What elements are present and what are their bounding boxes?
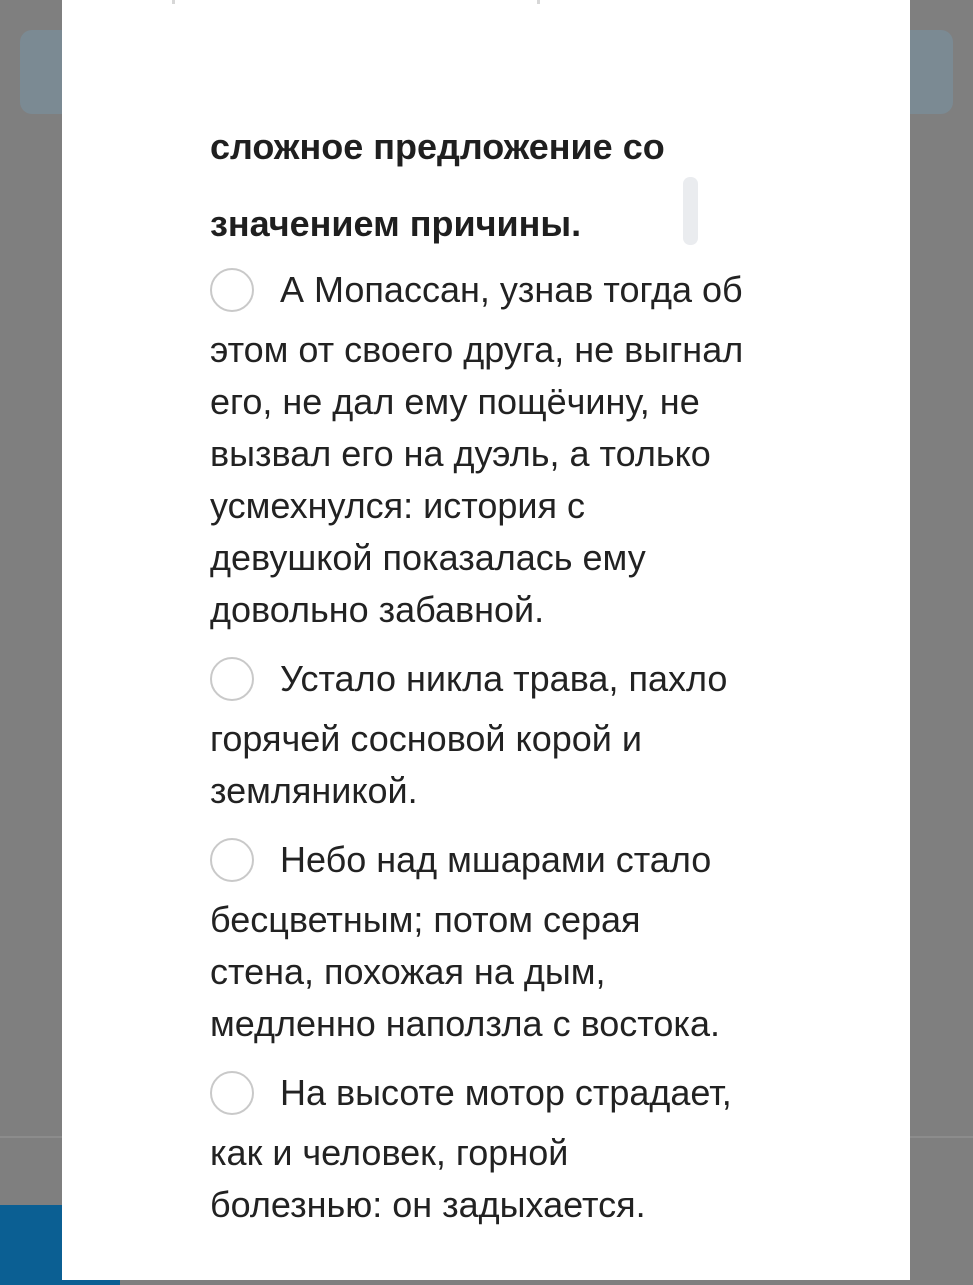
radio-button[interactable] bbox=[210, 657, 254, 701]
top-edge-mark bbox=[172, 0, 175, 4]
option-text-line: медленно наползла с востока. bbox=[210, 1003, 720, 1044]
option-text-line: горячей сосновой корой и bbox=[210, 718, 642, 759]
option-text-line: девушкой показалась ему bbox=[210, 537, 646, 578]
option-text: А Мопассан, узнав тогда об bbox=[280, 269, 743, 310]
answer-option[interactable] bbox=[210, 1065, 830, 1231]
option-text: На высоте мотор страдает, bbox=[280, 1072, 732, 1113]
question-title-line: значением причины. bbox=[210, 203, 582, 244]
option-text-line: бесцветным; потом серая bbox=[210, 899, 641, 940]
option-text-line: этом от своего друга, не выгнал bbox=[210, 329, 744, 370]
radio-button[interactable] bbox=[210, 268, 254, 312]
option-text-line: как и человек, горной bbox=[210, 1132, 569, 1173]
option-text: Небо над мшарами стало bbox=[280, 839, 712, 880]
option-text-line: болезнью: он задыхается. bbox=[210, 1184, 646, 1225]
answer-option[interactable] bbox=[210, 262, 830, 636]
option-text-line: вызвал его на дуэль, а только bbox=[210, 433, 711, 474]
question-title bbox=[210, 108, 770, 262]
option-text-line: усмехнулся: история с bbox=[210, 485, 586, 526]
option-text-line: его, не дал ему пощёчину, не bbox=[210, 381, 700, 422]
top-edge-mark bbox=[537, 0, 540, 4]
answer-option[interactable] bbox=[210, 651, 830, 817]
answer-option[interactable] bbox=[210, 832, 830, 1050]
option-text: Устало никла трава, пахло bbox=[280, 658, 728, 699]
option-text-line: довольно забавной. bbox=[210, 589, 545, 630]
question-title-line: сложное предложение со bbox=[210, 126, 665, 167]
option-text-line: стена, похожая на дым, bbox=[210, 951, 606, 992]
radio-button[interactable] bbox=[210, 838, 254, 882]
option-text-line: земляникой. bbox=[210, 770, 418, 811]
radio-button[interactable] bbox=[210, 1071, 254, 1115]
modal-bottom-fade bbox=[62, 1226, 910, 1280]
